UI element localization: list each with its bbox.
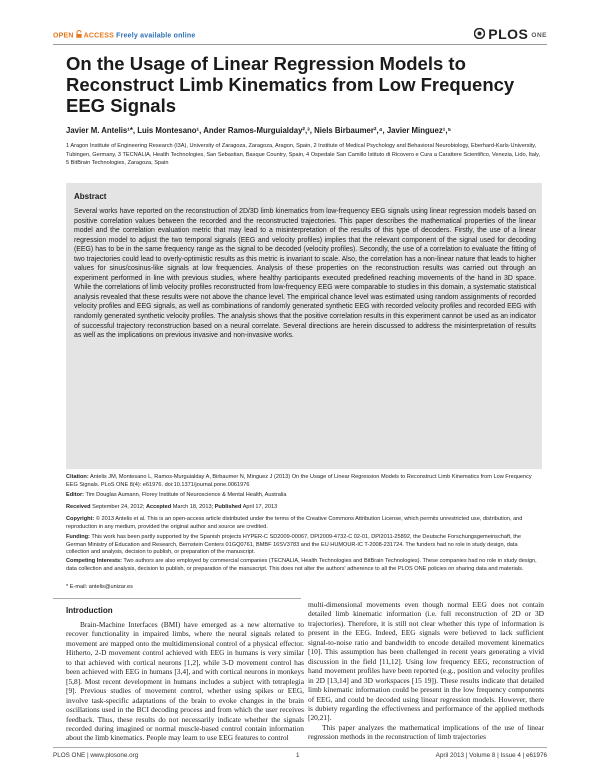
open-access-lock-icon	[76, 30, 82, 40]
copyright-label: Copyright:	[66, 516, 95, 522]
published-label: Published	[214, 504, 242, 510]
published-date: April 17, 2013	[242, 504, 278, 510]
section-divider	[53, 598, 301, 599]
intro-left-column: Brain-Machine Interfaces (BMI) have emerged as a new alternative to recover functionality in impaired limbs, where the neural signals related to movement are mapped onto the multidimensional control of a physical effector. Hitherto, 2-D movement control achieved with EEG in humans is very similar to that achieved with cortical neurons [1,2], while 3-D movement control has been achieved with EEG in humans [3,4], and with cortical neurons in monkeys [5,8]. Most recent development in humans includes a subject with tetraplegia [9]. Previous studies of movement control, whether using spikes or EEG, involve task-specific adaptations of the brain to evoke changes in the brain oscillations used in the BCI decoding process and from which the user receives feedback. Thus, these results do not necessarily indicate whether the signals recorded during imagined or normal muscle-based control contain information about the limb kinematics. People may learn to use EEG features to control	[66, 620, 304, 743]
competing-label: Competing Interests:	[66, 558, 122, 564]
open-access-badge	[53, 30, 195, 41]
citation-label: Citation:	[66, 474, 89, 480]
competing-text: Two authors are also employed by commercial companies (TECNALIA, Health Technologies and BitBrain Technologies). These companies had no role in study design, data collection and analysis, decision to publish, or preparation of the manuscript. This does not alter the authors' adherence to all the PLOS ONE policies on sharing data and materials.	[66, 558, 537, 572]
received-date: September 24, 2012;	[92, 504, 145, 510]
open-label: OPEN	[53, 32, 74, 40]
intro-right-paragraph-2: This paper analyzes the mathematical implications of the use of linear regression methods in the reconstruction of limb trajectories	[308, 722, 544, 742]
affiliations: 1 Aragon Institute of Engineering Research (I3A), University of Zaragoza, Zaragoza, Aragon, Spain, 2 Institute of Medical Psychology and Behavioral Neurobiology, Eberhard-Karls-University, Tubingen, Germany, 3 TECNALIA, Health Technologies, San Sebastian, Basque Country, Spain, 4 Ospedale San Camillo Istituto di Ricovero e Cura a Carattere Scientifico, Venezia, Lido, Italy, 5 BitBrain Technologies, Zaragoza, Spain	[66, 143, 541, 167]
funding-text: This work has been partly supported by the Spanish projects HYPER-C SD2009-00067, DPI2009-4732-C 02-01, DPI2011-25892, the Deutsche Forschungsgemeinschaft, the German Ministry of Education and Research, Bernstein Centers 01GQ0761, BMBF 16SV3783 and the EU HUMOUR-IC T-2008-231724. The funders had no role in study design, data collection and analysis, decision to publish, or preparation of the manuscript.	[66, 534, 521, 556]
intro-right-paragraph-1: multi-dimensional movements even though normal EEG does not contain detailed limb kinematic information (i.e. full reconstruction of 2D or 3D trajectories). Therefore, it is still not clear whether this type of information is present in the EEG. Indeed, EEG signals were believed to lack sufficient signal-to-noise ratio and bandwidth to encode detailed movement kinematics [10]. This assumption has been challenged in recent years generating a vivid discussion in the field [11,12]. Using low frequency EEG, reconstruction of hand movement profiles have been reported (e.g., position and velocity profiles in 2D [13,14] and 3D workspaces [15 19]). These results indicate that detailed limb kinematic information could be present in the low frequency components of EEG, and could be decoded using linear regression models. However, there is dubiety regarding the effectiveness and performance of the applied methods [20,21].	[308, 600, 544, 723]
article-title: On the Usage of Linear Regression Models to Reconstruct Limb Kinematics from Low Frequency EEG Signals	[66, 53, 515, 116]
header-divider	[53, 44, 547, 45]
plos-wordmark: PLOS	[488, 26, 529, 43]
funding-label: Funding:	[66, 534, 90, 540]
editor	[66, 492, 542, 500]
abstract-box	[66, 183, 542, 469]
intro-right-column	[308, 600, 544, 742]
plos-one-logo[interactable]	[474, 26, 547, 45]
abstract-text: Several works have reported on the reconstruction of 2D/3D limb kinematics from low-frequency EEG signals using linear regression models based on positive correlation values between the recorded and the reconstructed trajectories. This paper describes the mathematical properties of the linear model and the correlation evaluation metric that may lead to a misinterpretation of the results of this type of decoders. Firstly, the use of a linear regression model to adjust the two temporal signals (EEG and velocity profiles) implies that the relevant component of the signal used for decoding (EEG) has to be in the same frequency range as the signal to be decoded (velocity profiles). Secondly, the use of a correlation to evaluate the fitting of two trajectories could lead to overly-optimistic results as this metric is invariant to scale. Also, the correlation has a non-linear nature that leads to higher values for sinus/cosinus-like signals at low frequencies. Analysis of these properties on the reconstruction results was carried out through an experiment performed in line with previous studies, where healthy participants executed predefined reaching movements of the hand in 3D space. While the correlations of limb velocity profiles reconstructed from low-frequency EEG were comparable to studies in this domain, a systematic statistical analysis revealed that these results were not above the chance level. The empirical chance level was estimated using random assignments of recorded velocity profiles and EEG signals, as well as combinations of randomly generated synthetic EEG with recorded velocity profiles and recorded EEG with randomly generated synthetic velocity profiles. The analysis shows that the positive correlation results in this experiment cannot be used as an indicator of successful trajectory reconstruction based on a neural correlate. Several directions are herein discussed to address the misinterpretation of results as well as the implications on previous invasive and non-invasive works.	[74, 208, 536, 340]
plos-logo-icon	[474, 26, 485, 42]
abstract-heading: Abstract	[74, 192, 107, 201]
received-label: Received	[66, 504, 91, 510]
access-label: ACCESS	[83, 32, 115, 40]
page-number: 1	[296, 752, 300, 759]
funding	[66, 534, 542, 557]
editor-label: Editor:	[66, 492, 85, 498]
competing-interests	[66, 558, 542, 573]
one-wordmark: ONE	[531, 32, 547, 39]
footer-divider	[53, 747, 547, 748]
journal-header	[53, 27, 547, 43]
author-list: Javier M. Antelis¹*, Luis Montesano¹, Ander Ramos-Murguialday²,³, Niels Birbaumer²,⁴, Javier Minguez¹,⁵	[66, 126, 452, 135]
copyright-text: © 2013 Antelis et al. This is an open-access article distributed under the terms of the Creative Commons Attribution License, which permits unrestricted use, distribution, and reproduction in any medium, provided the original author and source are credited.	[66, 516, 523, 530]
editor-text: Tim Douglas Aumann, Florey Institute of Neuroscience & Mental Health, Australia	[85, 492, 287, 498]
copyright	[66, 516, 542, 531]
email-text[interactable]: * E-mail: antelis@unizar.es	[66, 584, 133, 590]
citation	[66, 474, 542, 489]
footer-journal-url[interactable]: PLOS ONE | www.plosone.org	[53, 752, 139, 759]
accepted-date: March 18, 2013;	[172, 504, 214, 510]
citation-text: Antelis JM, Montesano L, Ramos-Murguialday A, Birbaumer N, Minguez J (2013) On the Usage of Linear Regression Models to Reconstruct Limb Kinematics from Low Frequency EEG Signals. PLoS ONE 8(4): e61976. doi:10.1371/journal.pone.0061976	[66, 474, 532, 488]
footer-issue-info: April 2013 | Volume 8 | Issue 4 | e61976	[435, 752, 547, 759]
accepted-label: Accepted	[145, 504, 172, 510]
dates	[66, 504, 542, 512]
freely-available-label: Freely available online	[116, 32, 196, 40]
introduction-heading: Introduction	[66, 606, 113, 615]
corresponding-email[interactable]	[66, 584, 542, 592]
